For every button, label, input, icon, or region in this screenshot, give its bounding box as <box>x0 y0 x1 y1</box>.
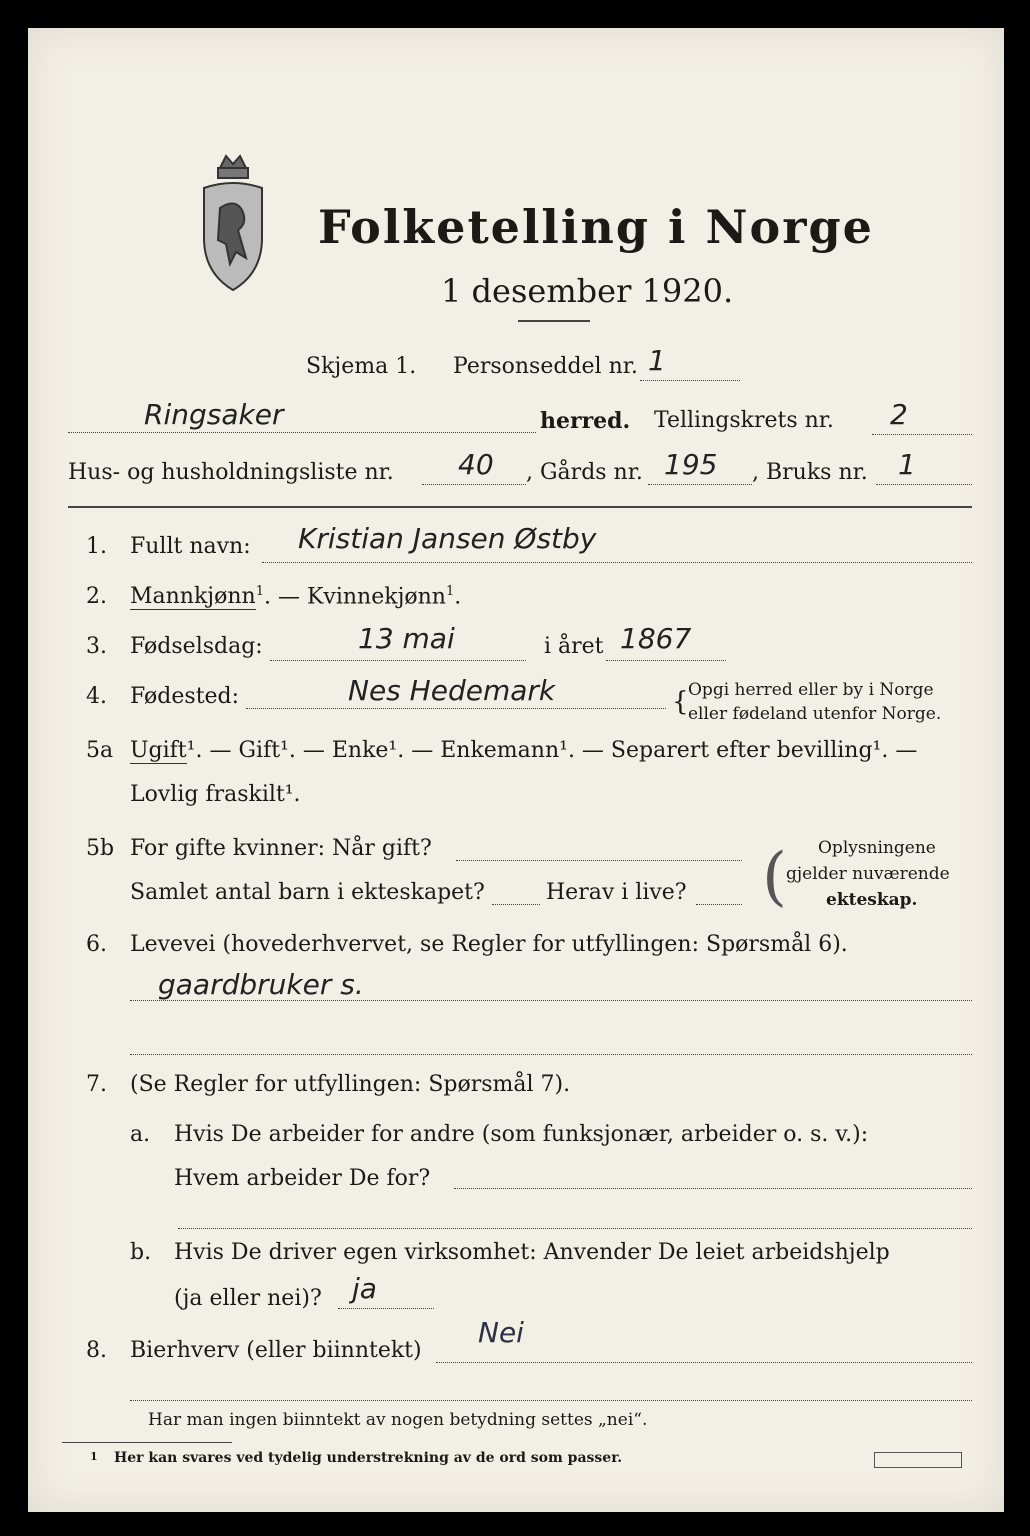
footnote-rule <box>62 1442 232 1443</box>
skjema-label: Skjema 1. <box>306 354 417 379</box>
full-name-value: Kristian Jansen Østby <box>298 522 597 555</box>
q7-number: 7. <box>86 1072 107 1097</box>
q7b-letter: b. <box>130 1240 152 1265</box>
printer-stamp <box>874 1452 962 1468</box>
tellingskrets-value: 2 <box>890 398 908 431</box>
q5b-note-3: ekteskap. <box>826 890 918 910</box>
q3-year-label: i året <box>544 634 604 659</box>
form-title: Folketelling i Norge <box>318 200 874 254</box>
header-separator <box>68 506 972 508</box>
hus-value: 40 <box>458 448 494 481</box>
q7-label: (Se Regler for utfyllingen: Spørsmål 7). <box>130 1072 571 1097</box>
census-form-page: Folketelling i Norge 1 desember 1920. Skjema 1. Personseddel nr. 1 Ringsaker herred. Tellingskrets nr. 2 Hus- og husholdningsliste nr. 40 , Gårds nr. 195 , Bruks nr. 1 1. Fullt navn: Kristian Jansen Østby 2. Mannkjønn$^1$. — Kvinnekjønn$^1$. 3. Fødselsdag: 13 mai i året 1867 4. Fødested: Nes Hedemark { Opgi herred eller by i Norge eller fødeland utenfor Norge. 5a Ugift¹. — Gift¹. — Enke¹. — Enkemann¹. — Separert efter bevilling¹. — Lovlig fraskilt¹. 5b For gifte kvinner: Når gift? Samlet antal barn i ekteskapet? Herav i live? ( Oplysningene gjelder nuværende ekteskap. 6. Levevei (hovederhvervet, se Regler for utfyllingen: Spørsmål 6). gaardbruker s. 7. (Se Regler for utfyllingen: Spørsmål 7). a. Hvis De arbeider for andre (som funksjonær, arbeider o. s. v.): Hvem arbeider De for? b. Hvis De driver egen virksomhet: Anvender De leiet arbeidshjelp (ja eller nei)? ja 8. Bierhverv (eller biinntekt) Nei Har man ingen biinntekt av nogen betydning settes „nei“. 1 Her kan svares ved tydelig understrekning av de ord som passer. <box>28 28 1004 1512</box>
hus-label: Hus- og husholdningsliste nr. <box>68 460 394 485</box>
hires-help-value: ja <box>352 1272 377 1305</box>
bruks-value: 1 <box>898 448 916 481</box>
q4-label: Fødested: <box>130 684 240 709</box>
q5b-note-1: Oplysningene <box>818 838 936 858</box>
q5b-line2a: Samlet antal barn i ekteskapet? <box>130 880 485 905</box>
bruks-label: , Bruks nr. <box>752 460 868 485</box>
herred-value: Ringsaker <box>144 398 284 431</box>
q3-label: Fødselsdag: <box>130 634 263 659</box>
marital-ugift-underlined: Ugift <box>130 738 187 763</box>
personseddel-label: Personseddel nr. <box>453 354 638 379</box>
occupation-value: gaardbruker s. <box>158 968 364 1001</box>
q7a-letter: a. <box>130 1122 151 1147</box>
side-income-value: Nei <box>478 1316 524 1349</box>
marital-status-options: Ugift¹. — Gift¹. — Enke¹. — Enkemann¹. — Separert efter bevilling¹. — <box>130 738 918 763</box>
q8-label: Bierhverv (eller biinntekt) <box>130 1338 422 1363</box>
q2-sex-options: Mannkjønn$^1$. — Kvinnekjønn$^1$. <box>130 584 462 610</box>
herred-label: herred. <box>540 408 631 434</box>
tellingskrets-label: Tellingskrets nr. <box>654 408 834 433</box>
q6-number: 6. <box>86 932 107 957</box>
q7b-line1: Hvis De driver egen virksomhet: Anvender De leiet arbeidshjelp <box>174 1240 890 1265</box>
q5a-number: 5a <box>86 738 114 763</box>
personseddel-value: 1 <box>648 344 666 377</box>
q4-number: 4. <box>86 684 107 709</box>
footnote-text: Her kan svares ved tydelig understrekning av de ord som passer. <box>114 1450 623 1466</box>
q7a-line1: Hvis De arbeider for andre (som funksjonær, arbeider o. s. v.): <box>174 1122 869 1147</box>
marital-status-line2: Lovlig fraskilt¹. <box>130 782 301 807</box>
q7b-line2: (ja eller nei)? <box>174 1286 322 1311</box>
q6-label: Levevei (hovederhvervet, se Regler for utfyllingen: Spørsmål 6). <box>130 932 848 957</box>
q2-number: 2. <box>86 584 107 609</box>
q5b-number: 5b <box>86 836 115 861</box>
q1-number: 1. <box>86 534 107 559</box>
gards-label: , Gårds nr. <box>526 460 643 485</box>
q5b-line1: For gifte kvinner: Når gift? <box>130 836 432 861</box>
coat-of-arms-icon <box>190 148 276 298</box>
birthdate-value: 13 mai <box>358 622 455 655</box>
birth-year-value: 1867 <box>620 622 692 655</box>
birthplace-note-2: eller fødeland utenfor Norge. <box>688 704 942 724</box>
birthplace-value: Nes Hedemark <box>348 674 556 707</box>
birthplace-note-1: Opgi herred eller by i Norge <box>688 680 934 700</box>
gards-value: 195 <box>664 448 718 481</box>
footer-note: Har man ingen biinntekt av nogen betydning settes „nei“. <box>148 1410 648 1430</box>
form-date: 1 desember 1920. <box>441 272 734 310</box>
q5b-line2b: Herav i live? <box>546 880 687 905</box>
sex-male-underlined: Mannkjønn <box>130 584 256 610</box>
q1-label: Fullt navn: <box>130 534 251 559</box>
title-divider <box>518 320 590 322</box>
q7a-line2: Hvem arbeider De for? <box>174 1166 431 1191</box>
q5b-note-2: gjelder nuværende <box>786 864 950 884</box>
q8-number: 8. <box>86 1338 107 1363</box>
q3-number: 3. <box>86 634 107 659</box>
footnote-mark: 1 <box>90 1450 98 1463</box>
